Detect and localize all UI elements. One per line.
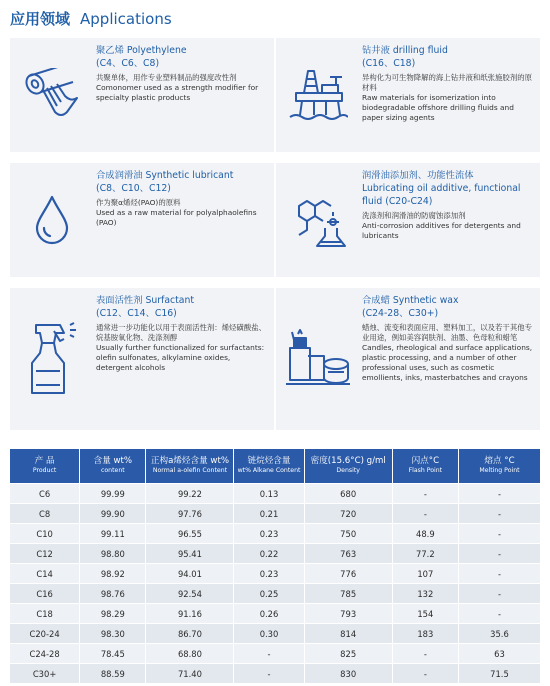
- table-cell: -: [392, 663, 458, 683]
- table-cell: 71.5: [458, 663, 540, 683]
- table-cell: 0.30: [233, 623, 303, 643]
- section-title-en: Applications: [80, 10, 172, 28]
- table-cell: -: [392, 483, 458, 503]
- table-cell: 88.59: [79, 663, 145, 683]
- table-cell: 785: [304, 583, 392, 603]
- table-cell: 95.41: [145, 543, 233, 563]
- table-cell: 680: [304, 483, 392, 503]
- card-subtitle: (C16、C18): [362, 58, 416, 69]
- card-title: 钻井液 drilling fluid: [362, 45, 448, 56]
- table-row: [10, 523, 540, 543]
- table-cell: 183: [392, 623, 458, 643]
- table-cell: 71.40: [145, 663, 233, 683]
- table-cell: 0.23: [233, 523, 303, 543]
- table-cell: 99.11: [79, 523, 145, 543]
- table-row: [10, 583, 540, 603]
- card-desc-cn: 作为聚α烯烃(PAO)的原料: [96, 198, 181, 207]
- table-cell: -: [458, 503, 540, 523]
- table-cell: 96.55: [145, 523, 233, 543]
- offshore-rig-icon: [288, 67, 348, 123]
- card-title: 合成润滑油 Synthetic lubricant: [96, 170, 234, 181]
- card-desc-cn: 通常进一步功能化以用于表面活性剂：烯烃磺酸盐、烷基胺氧化物、洗涤剂醇: [96, 323, 266, 342]
- application-card-drilling-fluid: [276, 38, 540, 152]
- table-cell: 776: [304, 563, 392, 583]
- table-cell: C10: [10, 523, 79, 543]
- col-header-content: 含量 wt% content: [79, 449, 145, 483]
- table-row: [10, 563, 540, 583]
- spray-bottle-icon: [26, 321, 78, 397]
- table-cell: 91.16: [145, 603, 233, 623]
- table-cell: -: [458, 603, 540, 623]
- table-cell: -: [458, 523, 540, 543]
- table-cell: 750: [304, 523, 392, 543]
- table-cell: 830: [304, 663, 392, 683]
- table-cell: 98.76: [79, 583, 145, 603]
- card-title: 润滑油添加剂、功能性流体: [362, 170, 474, 181]
- table-cell: C16: [10, 583, 79, 603]
- product-spec-table: [10, 449, 540, 683]
- application-card-lubricating-additive: [276, 163, 540, 277]
- card-desc-en: Raw materials for isomerization into biodegradable offshore drilling fluids and paper sizing agents: [362, 93, 514, 122]
- table-cell: 99.99: [79, 483, 145, 503]
- application-card-synthetic-wax: [276, 288, 540, 430]
- table-cell: 98.80: [79, 543, 145, 563]
- table-cell: -: [458, 583, 540, 603]
- table-header-row: [10, 449, 540, 483]
- table-cell: 98.92: [79, 563, 145, 583]
- table-row: [10, 663, 540, 683]
- card-subtitle: (C4、C6、C8): [96, 58, 160, 69]
- table-cell: 35.6: [458, 623, 540, 643]
- page-header: [10, 8, 172, 30]
- col-header-melting-point: 熔点 °C Melting Point: [458, 449, 540, 483]
- card-subtitle: (C12、C14、C16): [96, 308, 177, 319]
- table-row: [10, 503, 540, 523]
- card-desc-cn: 蜡烛、流变和表面应用、塑料加工，以及若干其他专业用途，例如美容润肤剂、油墨、色母粒和蜡笔: [362, 323, 532, 342]
- card-desc-en: Comonomer used as a strength modifier for specialty plastic products: [96, 83, 259, 102]
- table-cell: 92.54: [145, 583, 233, 603]
- table-cell: C6: [10, 483, 79, 503]
- table-cell: 86.70: [145, 623, 233, 643]
- table-row: [10, 603, 540, 623]
- table-cell: 0.26: [233, 603, 303, 623]
- table-cell: C14: [10, 563, 79, 583]
- oil-drop-icon: [32, 194, 72, 246]
- card-desc-en: Anti-corrosion additives for detergents and lubricants: [362, 221, 521, 240]
- card-desc-en: Candles, rheological and surface applications, plastic processing, and a number of other professional uses, such as cosmetic emollients, inks, masterbatches and crayons: [362, 343, 533, 382]
- table-cell: C24-28: [10, 643, 79, 663]
- col-header-flash-point: 闪点°C Flash Point: [392, 449, 458, 483]
- table-cell: C8: [10, 503, 79, 523]
- table-cell: -: [458, 563, 540, 583]
- table-cell: C30+: [10, 663, 79, 683]
- table-cell: 763: [304, 543, 392, 563]
- table-cell: 63: [458, 643, 540, 663]
- section-title-cn: 应用领域: [10, 10, 71, 28]
- table-cell: 814: [304, 623, 392, 643]
- card-title: 表面活性剂 Surfactant: [96, 295, 195, 306]
- card-desc-en: Used as a raw material for polyalphaolefins (PAO): [96, 208, 257, 227]
- table-cell: 0.23: [233, 563, 303, 583]
- table-cell: -: [233, 663, 303, 683]
- table-cell: -: [392, 503, 458, 523]
- table-cell: 94.01: [145, 563, 233, 583]
- table-cell: 720: [304, 503, 392, 523]
- table-cell: C12: [10, 543, 79, 563]
- table-cell: C20-24: [10, 623, 79, 643]
- card-subtitle: (C8、C10、C12): [96, 183, 171, 194]
- col-header-alkane: 链烷烃含量 wt% Alkane Content: [233, 449, 303, 483]
- application-card-surfactant: [10, 288, 274, 430]
- table-cell: C18: [10, 603, 79, 623]
- card-subtitle: (C24-28、C30+): [362, 308, 439, 319]
- table-cell: 132: [392, 583, 458, 603]
- table-cell: 98.29: [79, 603, 145, 623]
- table-row: [10, 643, 540, 663]
- table-cell: 98.30: [79, 623, 145, 643]
- table-cell: 97.76: [145, 503, 233, 523]
- table-cell: 48.9: [392, 523, 458, 543]
- card-subtitle: Lubricating oil additive, functional fluid (C20-C24): [362, 183, 521, 207]
- table-cell: 99.90: [79, 503, 145, 523]
- col-header-normal-olefin: 正构a烯烃含量 wt% Normal a-olefin Content: [145, 449, 233, 483]
- table-cell: -: [392, 643, 458, 663]
- col-header-density: 密度(15.6°C) g/ml Density: [304, 449, 392, 483]
- table-cell: 0.22: [233, 543, 303, 563]
- table-row: [10, 543, 540, 563]
- table-cell: 107: [392, 563, 458, 583]
- candles-cosmetics-icon: [284, 328, 352, 390]
- table-cell: 0.25: [233, 583, 303, 603]
- col-header-product: 产 品 Product: [10, 449, 79, 483]
- card-desc-cn: 共聚单体，用作专业塑料制品的强度改性剂: [96, 73, 237, 82]
- table-cell: -: [233, 643, 303, 663]
- table-cell: 793: [304, 603, 392, 623]
- table-cell: 99.22: [145, 483, 233, 503]
- card-desc-cn: 异构化为可生物降解的海上钻井液和纸张施胶剂的原材料: [362, 73, 532, 92]
- table-cell: 68.80: [145, 643, 233, 663]
- table-cell: 0.13: [233, 483, 303, 503]
- table-cell: 77.2: [392, 543, 458, 563]
- table-cell: 0.21: [233, 503, 303, 523]
- application-card-polyethylene: [10, 38, 274, 152]
- table-cell: -: [458, 543, 540, 563]
- molecule-flask-icon: [287, 192, 349, 248]
- table-cell: 154: [392, 603, 458, 623]
- table-row: [10, 623, 540, 643]
- table-cell: 825: [304, 643, 392, 663]
- card-title: 聚乙烯 Polyethylene: [96, 45, 187, 56]
- card-desc-en: Usually further functionalized for surfactants: olefin sulfonates, alkylamine oxides, detergent alcohols: [96, 343, 265, 372]
- table-cell: -: [458, 483, 540, 503]
- card-title: 合成蜡 Synthetic wax: [362, 295, 459, 306]
- card-desc-cn: 洗涤剂和润滑油的防腐蚀添加剂: [362, 211, 466, 220]
- table-row: [10, 483, 540, 503]
- table-cell: 78.45: [79, 643, 145, 663]
- plastic-film-roll-icon: [21, 68, 83, 122]
- application-card-synthetic-lubricant: [10, 163, 274, 277]
